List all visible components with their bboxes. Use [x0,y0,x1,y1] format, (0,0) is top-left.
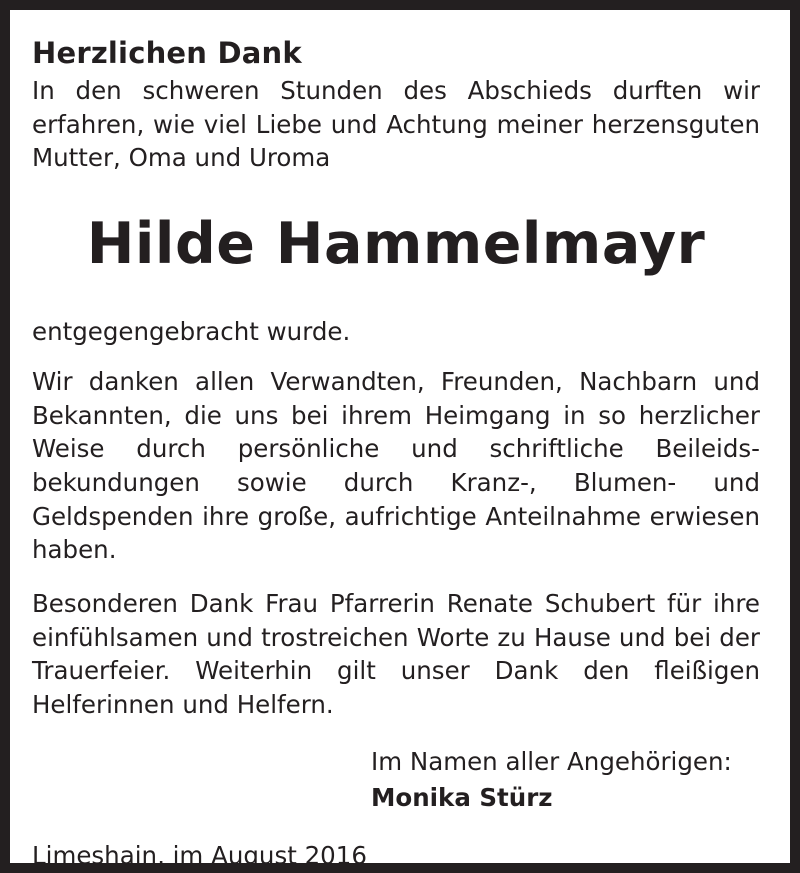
signature-line: Im Namen aller Angehörigen: [371,746,732,776]
intro-paragraph: In den schweren Stunden des Abschieds durften wir erfahren, wie viel Liebe und Achtung meiner herzensguten Mutter, Oma und Uroma [32,76,760,173]
thanks-paragraph: Wir danken allen Verwandten, Freunden, Nachbarn und Bekannten, die uns bei ihrem Heimgang in so herzlicher Weise durch persönliche und schriftliche Beileidsbekundungen sowie durch Kranz-, Blumen- und Geldspenden ihre große, aufrichtige Anteilnahme erwiesen haben. [32,366,760,565]
special-thanks-paragraph: Besonderen Dank Frau Pfarrerin Renate Schubert für ihre einfühlsamen und trostreichen Worte zu Hause und bei der Trauerfeier. Weiterhin gilt unser Dank den fleißigen Helferinnen und Helfern. [32,589,760,720]
deceased-name: Hilde Hammelmayr [86,211,706,278]
notice-heading: Herzlichen Dank [32,36,302,70]
place-date: Limeshain, im August 2016 [32,840,367,870]
signer-name: Monika Stürz [371,782,553,812]
signature-block [371,744,760,816]
after-name-text: entgegengebracht wurde. [32,317,351,347]
